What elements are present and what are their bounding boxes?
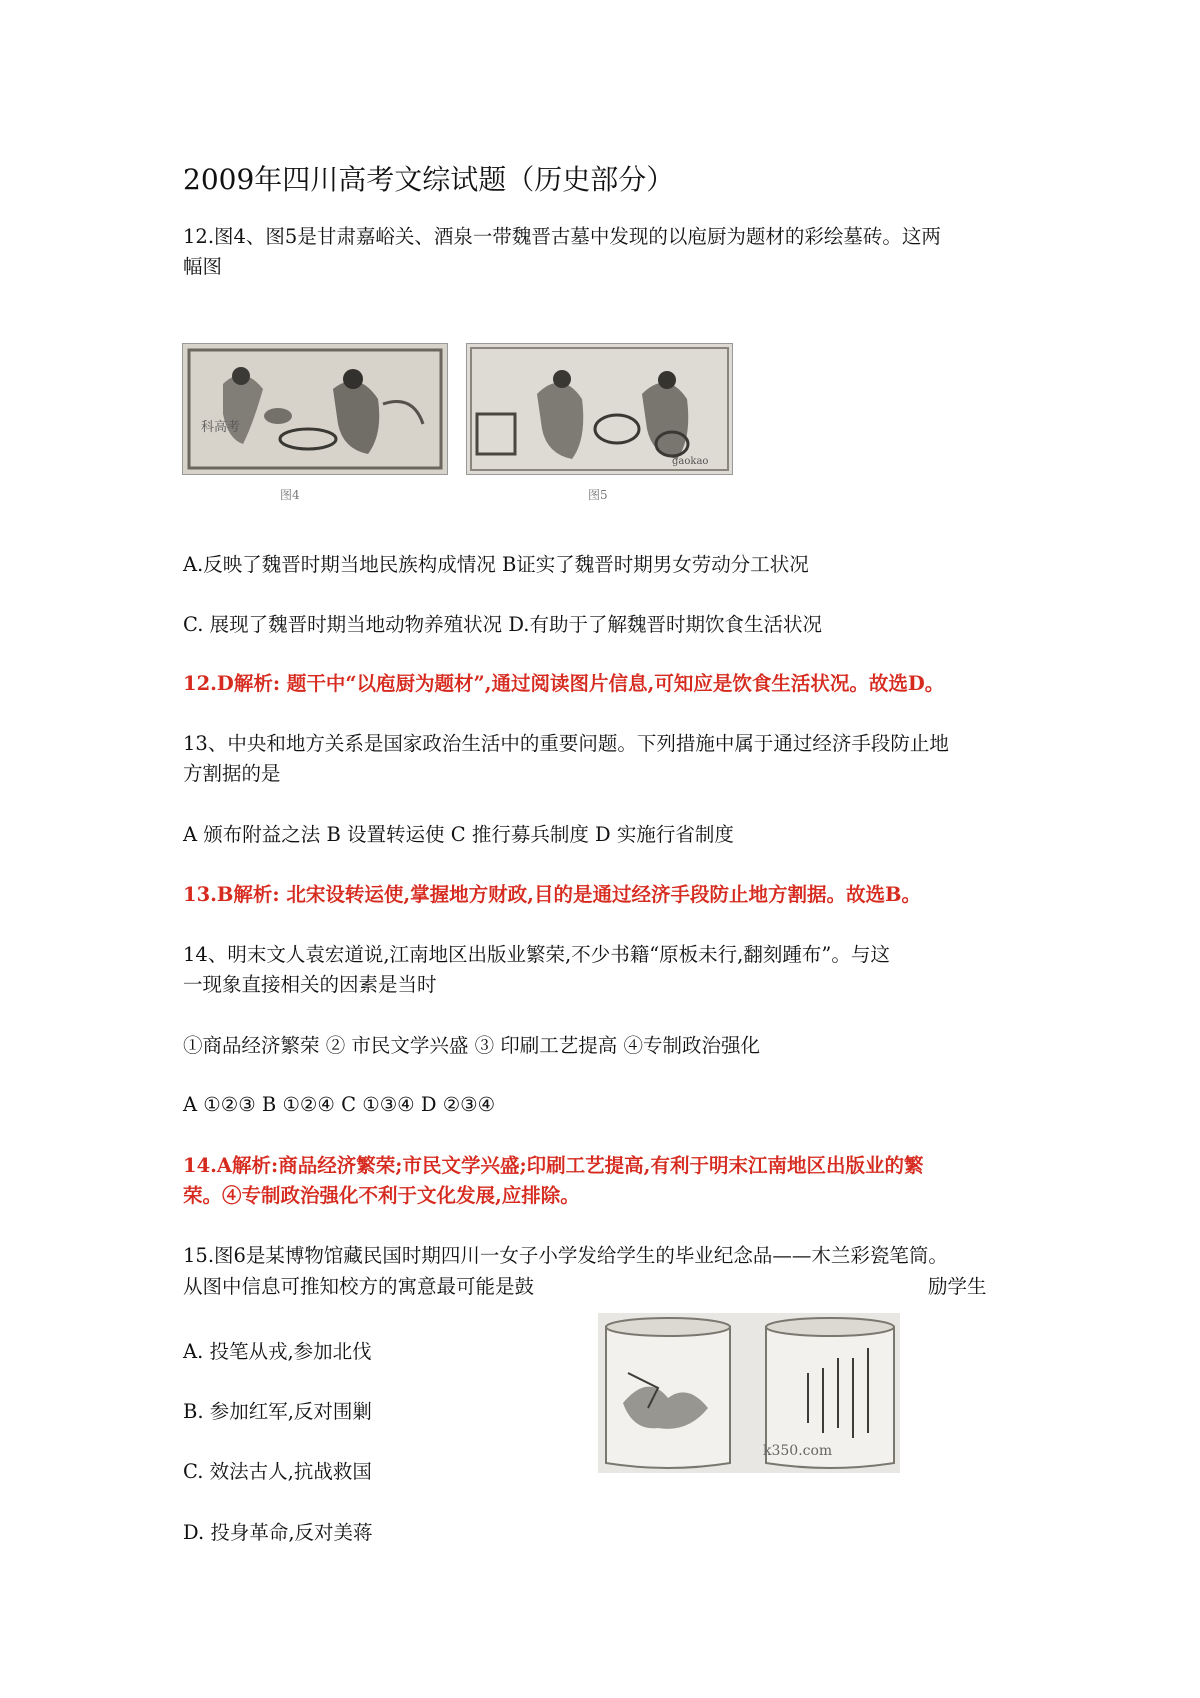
- q13-stem-line1: 13、中央和地方关系是国家政治生活中的重要问题。下列措施中属于通过经济手段防止地: [183, 732, 949, 755]
- q12-options-ab: A.反映了魏晋时期当地民族构成情况 B证实了魏晋时期男女劳动分工状况: [183, 553, 809, 576]
- q14-answer-line2: 荣。④专制政治强化不利于文化发展,应排除。: [183, 1184, 580, 1207]
- figure-5-caption: 图5: [588, 488, 608, 502]
- q12-options-cd: C. 展现了魏晋时期当地动物养殖状况 D.有助于了解魏晋时期饮食生活状况: [183, 613, 822, 636]
- q14-stem-line2: 一现象直接相关的因素是当时: [183, 973, 437, 996]
- q13-answer: 13.B解析: 北宋设转运使,掌握地方财政,目的是通过经济手段防止地方割据。故选B。: [183, 883, 921, 906]
- figure-5-image: [466, 343, 733, 475]
- figure-6-drawing: [598, 1313, 900, 1473]
- q13-options: A 颁布附益之法 B 设置转运使 C 推行募兵制度 D 实施行省制度: [183, 823, 734, 846]
- q15-option-d: D. 投身革命,反对美蒋: [183, 1521, 373, 1544]
- q15-option-c: C. 效法古人,抗战救国: [183, 1460, 372, 1483]
- figure-4-drawing: [183, 344, 447, 474]
- figure-4-image: [182, 343, 448, 475]
- page-title: 2009年四川高考文综试题（历史部分）: [183, 163, 675, 196]
- figure-6-watermark: k350.com: [763, 1443, 833, 1459]
- q14-stem-line1: 14、明末文人袁宏道说,江南地区出版业繁荣,不少书籍“原板未行,翻刻踵布”。与这: [183, 943, 890, 966]
- figure-6-image: [598, 1313, 900, 1473]
- q15-option-b: B. 参加红军,反对围剿: [183, 1400, 372, 1423]
- q15-stem-line2-end: 励学生: [928, 1275, 987, 1298]
- q12-stem-line1: 12.图4、图5是甘肃嘉峪关、酒泉一带魏晋古墓中发现的以庖厨为题材的彩绘墓砖。这两: [183, 225, 941, 248]
- q12-answer: 12.D解析: 题干中“以庖厨为题材”,通过阅读图片信息,可知应是饮食生活状况。故选D。: [183, 672, 945, 695]
- q14-factors: ①商品经济繁荣 ② 市民文学兴盛 ③ 印刷工艺提高 ④专制政治强化: [183, 1034, 760, 1057]
- q14-answer-line1: 14.A解析:商品经济繁荣;市民文学兴盛;印刷工艺提高,有利于明末江南地区出版业的繁: [183, 1154, 924, 1177]
- q15-stem-line1: 15.图6是某博物馆藏民国时期四川一女子小学发给学生的毕业纪念品——木兰彩瓷笔筒。: [183, 1244, 948, 1267]
- figure-4-watermark: 科高考: [201, 420, 241, 435]
- q12-stem-line2: 幅图: [183, 255, 223, 278]
- q13-stem-line2: 方割据的是: [183, 762, 281, 785]
- figure-5-watermark: gaokao: [672, 456, 709, 467]
- figure-4-caption: 图4: [280, 488, 300, 502]
- q15-option-a: A. 投笔从戎,参加北伐: [183, 1340, 372, 1363]
- q15-stem-line2: 从图中信息可推知校方的寓意最可能是鼓: [183, 1275, 535, 1298]
- q14-options: A ①②③ B ①②④ C ①③④ D ②③④: [183, 1093, 496, 1116]
- figure-5-drawing: [467, 344, 732, 474]
